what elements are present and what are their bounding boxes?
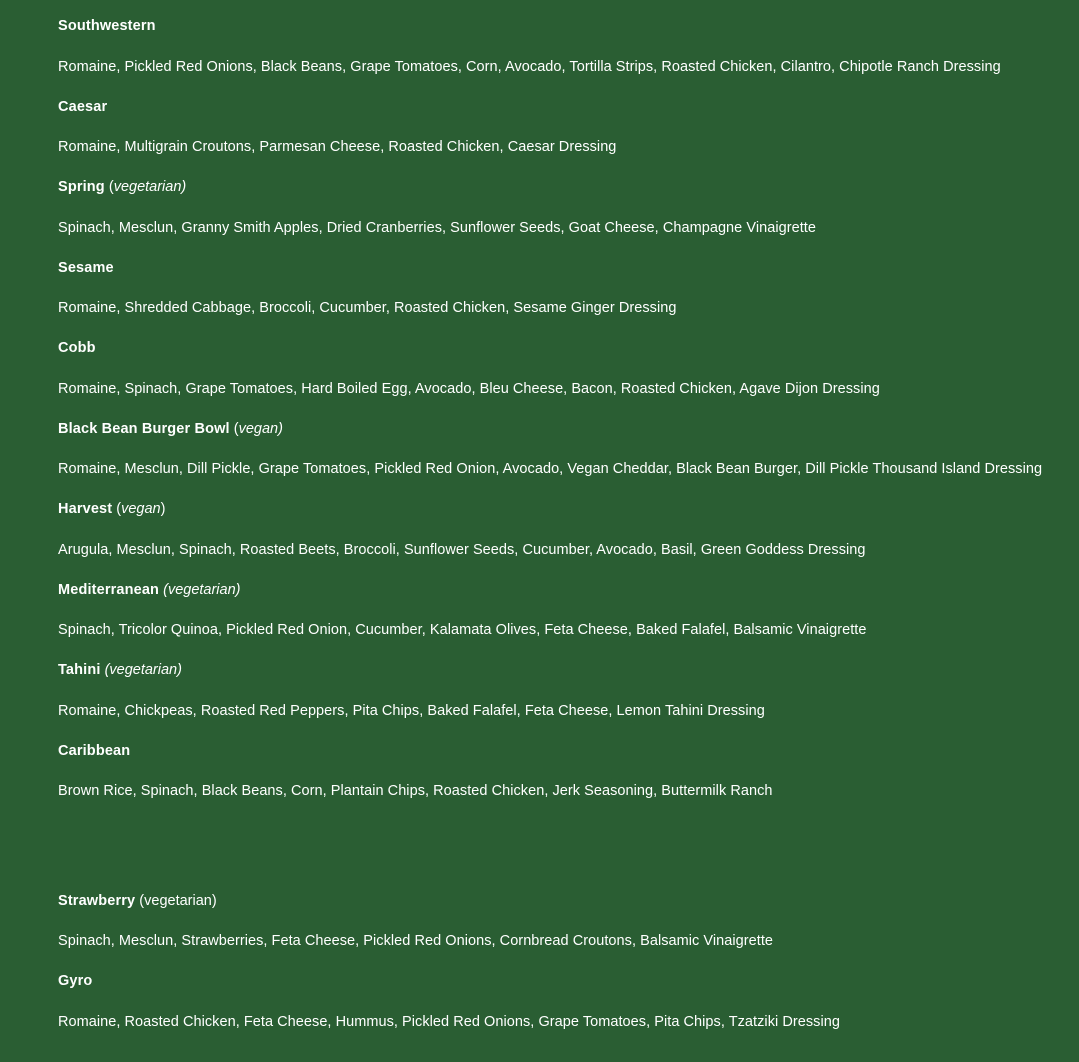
salad-ingredients: Romaine, Spinach, Grape Tomatoes, Hard Boiled Egg, Avocado, Bleu Cheese, Bacon, Roasted Chicken, Agave Dijon Dressing — [58, 380, 880, 397]
salad-diet-tag: (vegetarian) — [139, 892, 217, 909]
salad-ingredients: Romaine, Multigrain Croutons, Parmesan Cheese, Roasted Chicken, Caesar Dressing — [58, 139, 617, 155]
salad-item — [58, 338, 1079, 399]
salad-name: Black Bean Burger Bowl — [58, 420, 230, 437]
salad-name: Tahini — [58, 662, 101, 678]
salad-name: Caesar — [58, 98, 108, 115]
salad-name: Cobb — [58, 340, 96, 356]
salad-list — [58, 16, 1079, 801]
salad-item — [58, 741, 1079, 802]
salad-ingredients: Brown Rice, Spinach, Black Beans, Corn, Plantain Chips, Roasted Chicken, Jerk Seasoning, Buttermilk Ranch — [58, 783, 773, 799]
salad-ingredients: Spinach, Tricolor Quinoa, Pickled Red Onion, Cucumber, Kalamata Olives, Feta Cheese, Baked Falafel, Balsamic Vinaigrette — [58, 622, 867, 638]
salad-tag-suffix: ) — [160, 501, 166, 517]
salad-item — [58, 660, 1079, 721]
salad-ingredients: Romaine, Pickled Red Onions, Black Beans, Grape Tomatoes, Corn, Avocado, Tortilla Strips, Roasted Chicken, Cilantro, Chipotle Ranch Dressing — [58, 58, 1001, 75]
salad-heading — [58, 177, 1079, 197]
section-spacer — [58, 821, 1079, 891]
salad-heading — [58, 971, 1079, 991]
salad-name: Spring — [58, 179, 105, 195]
salad-heading — [58, 891, 1079, 911]
salad-heading — [58, 419, 1079, 439]
salad-item — [58, 971, 1079, 1032]
salad-heading — [58, 97, 1079, 117]
salad-item — [58, 16, 1079, 77]
salad-heading — [58, 499, 1079, 519]
salad-heading — [58, 16, 1079, 36]
salad-heading — [58, 258, 1079, 278]
salad-list-extra — [58, 891, 1079, 1032]
salad-ingredients: Spinach, Mesclun, Strawberries, Feta Cheese, Pickled Red Onions, Cornbread Croutons, Balsamic Vinaigrette — [58, 933, 774, 949]
salad-tag-prefix: ( — [229, 420, 239, 437]
salad-item — [58, 97, 1079, 158]
salad-name: Caribbean — [58, 742, 131, 759]
salad-heading — [58, 660, 1079, 680]
salad-name: Strawberry — [58, 892, 136, 909]
salad-heading — [58, 741, 1079, 761]
salad-name: Southwestern — [58, 18, 156, 34]
salad-name: Gyro — [58, 973, 93, 989]
salad-item — [58, 419, 1079, 480]
salad-diet-tag: vegetarian) — [113, 179, 187, 195]
salad-ingredients: Arugula, Mesclun, Spinach, Roasted Beets, Broccoli, Sunflower Seeds, Cucumber, Avocado, Basil, Green Goddess Dressing — [58, 541, 866, 558]
salad-name: Harvest — [58, 501, 113, 517]
salad-item — [58, 499, 1079, 560]
salad-tag-prefix: ( — [104, 179, 114, 195]
salad-ingredients: Romaine, Roasted Chicken, Feta Cheese, Hummus, Pickled Red Onions, Grape Tomatoes, Pita Chips, Tzatziki Dressing — [58, 1013, 840, 1030]
salad-heading — [58, 338, 1079, 358]
salad-ingredients: Romaine, Shredded Cabbage, Broccoli, Cucumber, Roasted Chicken, Sesame Ginger Dressing — [58, 300, 677, 316]
salad-name: Sesame — [58, 259, 114, 276]
salad-item — [58, 580, 1079, 641]
salad-diet-tag: (vegetarian) — [163, 581, 241, 598]
salad-ingredients: Spinach, Mesclun, Granny Smith Apples, Dried Cranberries, Sunflower Seeds, Goat Cheese, Champagne Vinaigrette — [58, 219, 816, 236]
salad-heading — [58, 580, 1079, 600]
salad-ingredients: Romaine, Chickpeas, Roasted Red Peppers, Pita Chips, Baked Falafel, Feta Cheese, Lemon Tahini Dressing — [58, 702, 765, 719]
salad-ingredients: Romaine, Mesclun, Dill Pickle, Grape Tomatoes, Pickled Red Onion, Avocado, Vegan Cheddar, Black Bean Burger, Dill Pickle Thousand Island Dressing — [58, 461, 1043, 477]
salad-diet-tag: vegan — [121, 501, 161, 517]
salad-tag-prefix: ( — [112, 501, 122, 517]
salad-diet-tag: (vegetarian) — [104, 662, 182, 678]
salad-item — [58, 177, 1079, 238]
salad-item — [58, 891, 1079, 952]
salad-name: Mediterranean — [58, 581, 160, 598]
salad-diet-tag: vegan) — [238, 420, 283, 437]
salad-item — [58, 258, 1079, 319]
